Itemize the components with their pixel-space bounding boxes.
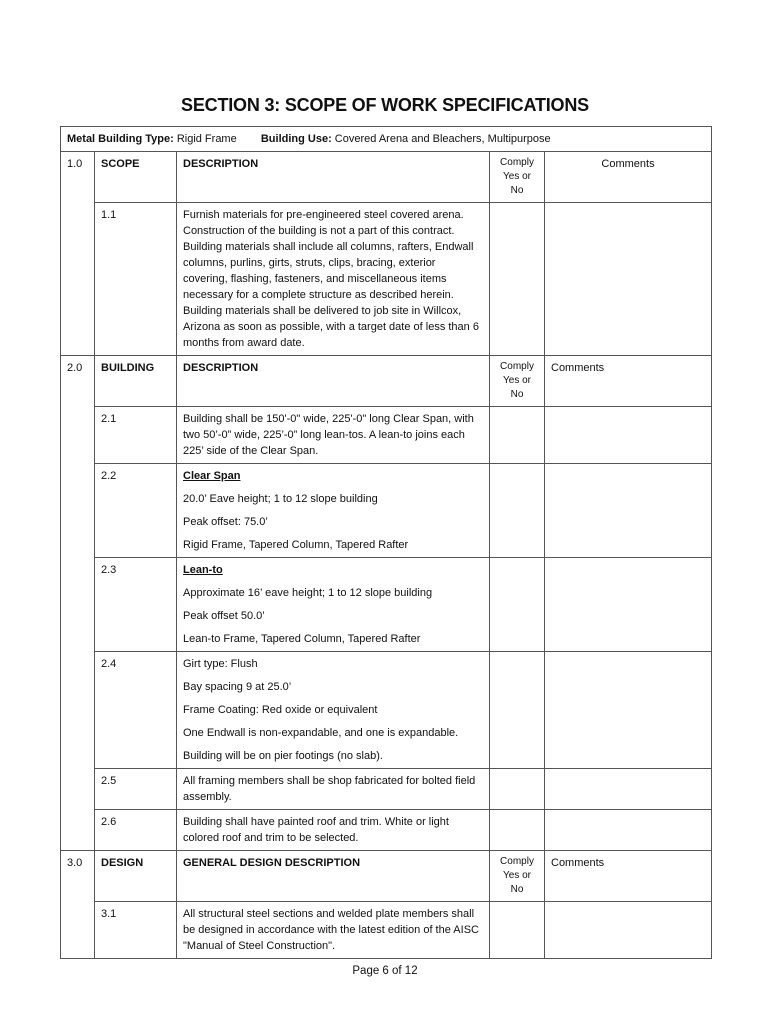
comments-cell[interactable]	[545, 558, 712, 652]
table-row	[61, 769, 712, 810]
comply-cell[interactable]	[490, 902, 545, 959]
item-number: 2.2	[95, 464, 177, 558]
building-type-label: Metal Building Type:	[67, 133, 174, 145]
specifications-table	[60, 126, 712, 959]
column-heading-description: GENERAL DESIGN DESCRIPTION	[177, 851, 490, 902]
comply-cell[interactable]	[490, 769, 545, 810]
item-number: 2.4	[95, 652, 177, 769]
section-number: 1.0	[61, 152, 95, 356]
item-description: Furnish materials for pre-engineered steel covered arena. Construction of the building is not a part of this contract. Building materials shall include all columns, rafters, Endwall columns, purlins, girts, struts, clips, bracing, exterior covering, flashing, fasteners, and miscellaneous items necessary for a complete structure as described herein. Building materials shall be delivered to job site in Willcox, Arizona as soon as possible, with a target date of less than 6 months from award date.	[177, 203, 490, 356]
item-description	[177, 464, 490, 558]
table-row	[61, 810, 712, 851]
section-header-row	[61, 851, 712, 902]
item-description	[177, 652, 490, 769]
item-number: 2.3	[95, 558, 177, 652]
section-header-row	[61, 356, 712, 407]
subheading: Clear Span	[183, 470, 241, 482]
building-info-row	[61, 127, 712, 152]
comply-cell[interactable]	[490, 558, 545, 652]
item-number: 1.1	[95, 203, 177, 356]
building-use-label: Building Use:	[260, 133, 332, 145]
page-number: Page 6 of 12	[352, 965, 418, 977]
spec-line: One Endwall is non-expandable, and one is expandable.	[183, 727, 459, 739]
comments-heading: Comments	[545, 851, 712, 902]
spec-line: Rigid Frame, Tapered Column, Tapered Rafter	[183, 539, 409, 551]
comply-cell[interactable]	[490, 464, 545, 558]
spec-line: Peak offset: 75.0’	[183, 516, 268, 528]
comments-cell[interactable]	[545, 203, 712, 356]
item-description: All framing members shall be shop fabricated for bolted field assembly.	[177, 769, 490, 810]
spec-line: Approximate 16’ eave height; 1 to 12 slope building	[183, 587, 433, 599]
comments-heading: Comments	[545, 356, 712, 407]
table-row	[61, 558, 712, 652]
section-header-row	[61, 152, 712, 203]
column-heading-description: DESCRIPTION	[177, 152, 490, 203]
comments-cell[interactable]	[545, 464, 712, 558]
section-name: BUILDING	[95, 356, 177, 407]
spec-line: Peak offset 50.0’	[183, 610, 265, 622]
table-row	[61, 902, 712, 959]
item-description	[177, 558, 490, 652]
item-description: All structural steel sections and welded plate members shall be designed in accordance with the latest edition of the AISC "Manual of Steel Construction".	[177, 902, 490, 959]
item-number: 2.5	[95, 769, 177, 810]
section-name: DESIGN	[95, 851, 177, 902]
table-row	[61, 652, 712, 769]
comments-cell[interactable]	[545, 407, 712, 464]
spec-line: Bay spacing 9 at 25.0’	[183, 681, 292, 693]
section-number: 3.0	[61, 851, 95, 959]
comments-heading: Comments	[545, 152, 712, 203]
item-number: 2.6	[95, 810, 177, 851]
spec-line: Lean-to Frame, Tapered Column, Tapered Rafter	[183, 633, 421, 645]
comply-heading: Comply Yes or No	[490, 152, 545, 203]
page-title: SECTION 3: SCOPE OF WORK SPECIFICATIONS	[181, 95, 589, 115]
item-number: 2.1	[95, 407, 177, 464]
comments-cell[interactable]	[545, 652, 712, 769]
item-number: 3.1	[95, 902, 177, 959]
section-number: 2.0	[61, 356, 95, 851]
table-row	[61, 464, 712, 558]
comply-heading: Comply Yes or No	[490, 356, 545, 407]
comply-cell[interactable]	[490, 810, 545, 851]
spec-line: 20.0’ Eave height; 1 to 12 slope building	[183, 493, 378, 505]
building-type-value: Rigid Frame	[176, 133, 237, 145]
section-name: SCOPE	[95, 152, 177, 203]
comply-cell[interactable]	[490, 407, 545, 464]
spec-line: Building will be on pier footings (no slab).	[183, 750, 383, 762]
comments-cell[interactable]	[545, 902, 712, 959]
table-row	[61, 407, 712, 464]
building-use-value: Covered Arena and Bleachers, Multipurpose	[334, 133, 551, 145]
comments-cell[interactable]	[545, 810, 712, 851]
spec-line: Girt type: Flush	[183, 658, 258, 670]
comments-cell[interactable]	[545, 769, 712, 810]
comply-cell[interactable]	[490, 203, 545, 356]
comply-heading: Comply Yes or No	[490, 851, 545, 902]
item-description: Building shall have painted roof and trim. White or light colored roof and trim to be selected.	[177, 810, 490, 851]
spec-line: Frame Coating: Red oxide or equivalent	[183, 704, 378, 716]
comply-cell[interactable]	[490, 652, 545, 769]
item-description: Building shall be 150'-0" wide, 225'-0" long Clear Span, with two 50’-0” wide, 225’-0” long lean-tos. A lean-to joins each 225’ side of the Clear Span.	[177, 407, 490, 464]
column-heading-description: DESCRIPTION	[177, 356, 490, 407]
table-row	[61, 203, 712, 356]
subheading: Lean-to	[183, 564, 223, 576]
